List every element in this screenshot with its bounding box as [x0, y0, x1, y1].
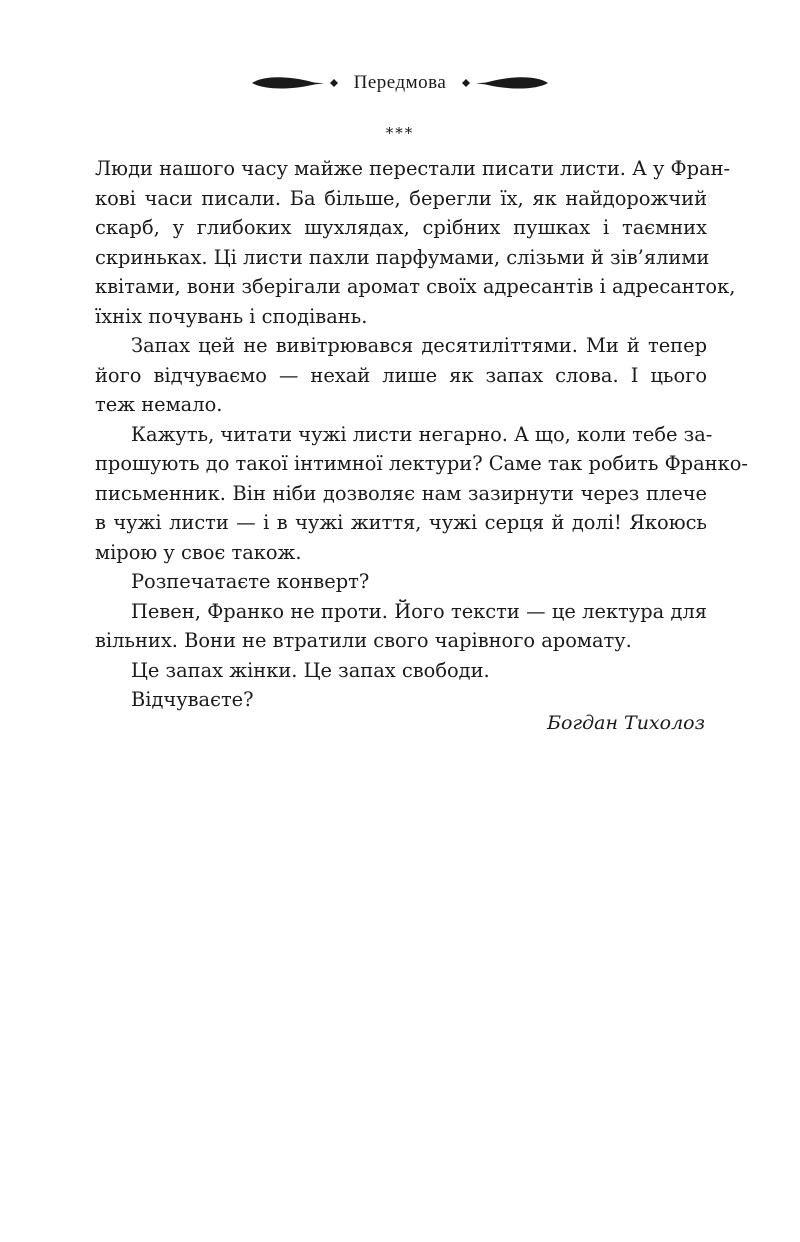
- running-header: [0, 66, 800, 100]
- text-line: теж немало.: [95, 393, 223, 416]
- text-line: в чужі листи — і в чужі життя, чужі серця й долі! Якоюсь: [95, 511, 707, 534]
- paragraph: [95, 420, 748, 568]
- feather-ornament-right-icon: [460, 73, 550, 93]
- paragraph: [95, 656, 707, 686]
- author-signature: Богдан Тихолоз: [547, 712, 705, 734]
- text-line: їхніх почувань і сподівань.: [95, 304, 368, 328]
- section-separator: ***: [385, 124, 415, 142]
- paragraph: [95, 154, 736, 331]
- text-line: кові часи писали. Ба більше, берегли їх, як найдорожчий: [95, 186, 707, 210]
- paragraph: [95, 331, 707, 420]
- text-line: скарб, у глибоких шухлядах, срібних пушках і таємних: [95, 216, 707, 239]
- text-line: Люди нашого часу майже перестали писати листи. А у Фран-: [95, 157, 731, 180]
- paragraph: [95, 567, 707, 597]
- text-line: Це запах жінки. Це запах свободи.: [131, 658, 490, 682]
- feather-ornament-left-icon: [250, 73, 340, 93]
- text-line: Розпечатаєте конверт?: [131, 570, 370, 593]
- text-line: його відчуваємо — нехай лише як запах слова. І цього: [95, 363, 707, 387]
- text-line: письменник. Він ніби дозволяє нам зазирнути через плече: [95, 481, 707, 505]
- text-line: прошують до такої інтимної лектури? Саме так робить Франко-: [95, 452, 748, 475]
- text-line: Відчуваєте?: [131, 688, 254, 711]
- paragraph: [95, 685, 707, 715]
- text-line: вільних. Вони не втратили свого чарівного аромату.: [95, 629, 632, 652]
- text-line: мірою у своє також.: [95, 540, 302, 564]
- text-line: скриньках. Ці листи пахли парфумами, слізьми й зів’ялими: [95, 245, 710, 269]
- body-text: [95, 154, 748, 715]
- text-line: Кажуть, читати чужі листи негарно. А що, коли тебе за-: [131, 422, 713, 446]
- header-title: Передмова: [353, 72, 447, 93]
- text-line: квітами, вони зберігали аромат своїх адресантів і адресанток,: [95, 275, 736, 298]
- text-line: Певен, Франко не проти. Його тексти — це лектура для: [131, 599, 707, 623]
- text-line: Запах цей не вивітрювався десятиліттями. Ми й тепер: [131, 334, 707, 357]
- paragraph: [95, 597, 707, 656]
